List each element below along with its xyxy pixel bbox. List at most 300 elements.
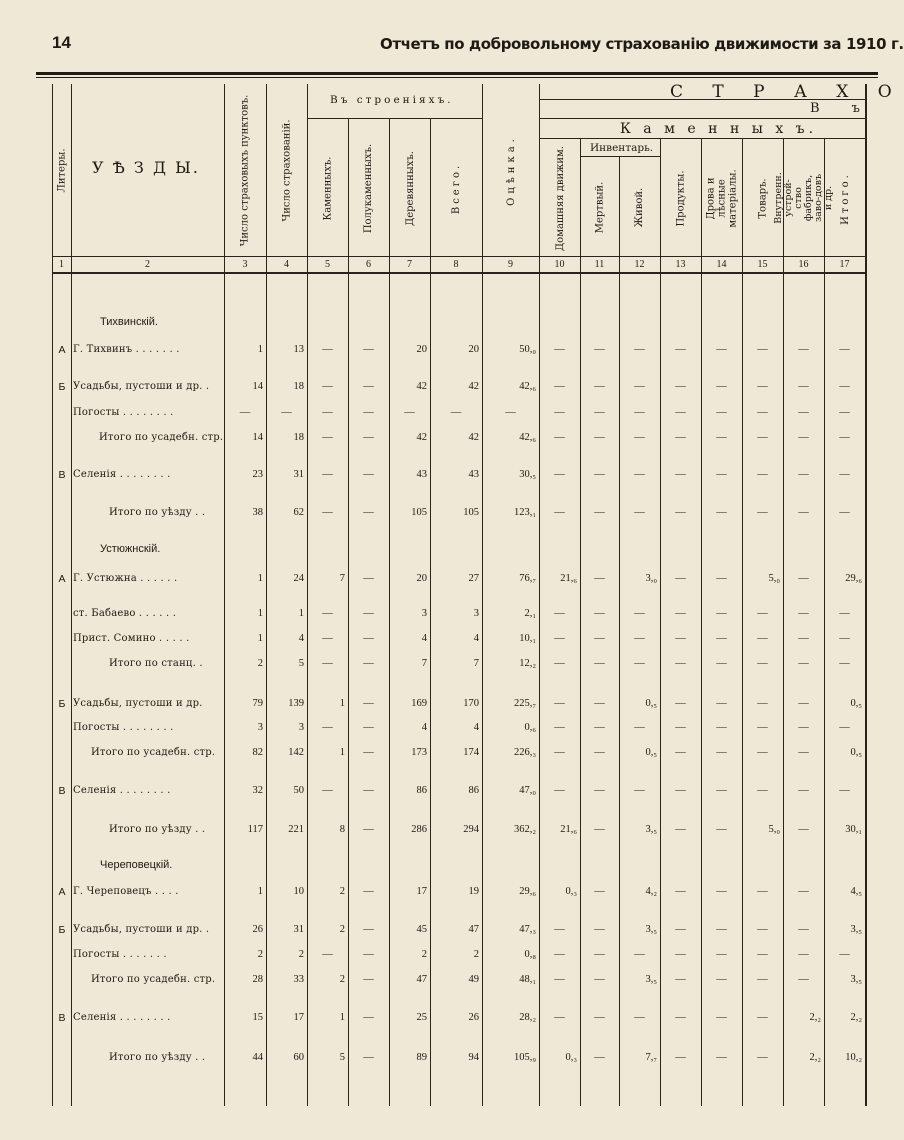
table-cell: — <box>363 924 374 935</box>
table-cell: — <box>757 747 768 758</box>
table-cell: — <box>798 722 809 733</box>
header-v-stroeniyakh: Въ строеніяхъ. <box>330 94 454 106</box>
table-cell: — <box>716 824 727 835</box>
table-cell: 15 <box>252 1012 263 1023</box>
column-number: 8 <box>453 259 459 270</box>
table-cell: 47,₀ <box>519 785 536 796</box>
table-cell: — <box>594 432 605 443</box>
row-label: Итого по усадебн. стр. <box>99 432 224 443</box>
table-cell: 4 <box>421 633 427 644</box>
table-cell: — <box>239 407 251 418</box>
header-inventar: Инвентарь. <box>590 142 654 154</box>
running-title: Отчетъ по добровольному страхованію движимости за 1910 г. <box>380 35 904 53</box>
table-cell: — <box>757 974 768 985</box>
table-cell: — <box>363 469 374 480</box>
table-cell: — <box>594 658 605 669</box>
row-label: Итого по усадебн. стр. <box>91 974 216 985</box>
table-cell: — <box>554 722 565 733</box>
table-cell: 0,₅ <box>645 747 657 758</box>
table-cell: — <box>757 886 768 897</box>
table-cell: 47 <box>468 924 479 935</box>
table-cell: 1 <box>339 1012 345 1023</box>
table-cell: — <box>363 432 374 443</box>
table-cell: 2 <box>257 658 263 669</box>
table-cell: — <box>839 633 850 644</box>
table-cell: 42 <box>416 432 427 443</box>
section-title: Череповецкій. <box>100 859 173 871</box>
table-cell: — <box>716 1052 727 1063</box>
header-hline-inventar <box>580 156 660 157</box>
table-cell: — <box>675 785 686 796</box>
table-cell: 21,₆ <box>560 824 577 835</box>
row-label: Селенія . . . . . . . . <box>73 1012 171 1023</box>
row-litera: В <box>58 1012 66 1024</box>
table-cell: 29,₆ <box>519 886 536 897</box>
table-cell: — <box>363 785 374 796</box>
header-col3: Число страховыхъ пунктовъ. <box>239 94 251 246</box>
table-cell: 221 <box>288 824 304 835</box>
table-cell: — <box>594 344 605 355</box>
table-cell: 19 <box>468 886 479 897</box>
row-litera: А <box>58 344 66 356</box>
table-cell: — <box>798 886 809 897</box>
table-cell: — <box>757 658 768 669</box>
table-cell: 24 <box>293 573 304 584</box>
table-cell: — <box>281 407 292 418</box>
page-number: 14 <box>52 33 71 52</box>
table-cell: 2 <box>473 949 479 960</box>
table-cell: 7 <box>339 573 345 584</box>
table-cell: 43 <box>468 469 479 480</box>
table-cell: 2 <box>339 886 345 897</box>
table-cell: — <box>634 469 645 480</box>
table-cell: 4 <box>421 722 427 733</box>
table-cell: — <box>594 698 605 709</box>
table-cell: 3,₀ <box>645 573 657 584</box>
table-cell: 0,₅ <box>850 747 862 758</box>
table-cell: 10,₁ <box>519 633 536 644</box>
table-cell: 82 <box>252 747 263 758</box>
row-litera: Б <box>58 924 66 936</box>
table-cell: 14 <box>252 381 263 392</box>
header-col8: Всего. <box>451 162 462 214</box>
table-cell: — <box>675 824 686 835</box>
table-cell: 42,₆ <box>519 432 536 443</box>
table-cell: 7 <box>473 658 479 669</box>
table-cell: — <box>798 608 809 619</box>
table-cell: 3 <box>473 608 479 619</box>
table-cell: — <box>554 924 565 935</box>
table-cell: — <box>716 381 727 392</box>
table-cell: — <box>554 469 565 480</box>
table-cell: — <box>757 1012 768 1023</box>
table-cell: — <box>322 785 333 796</box>
table-cell: — <box>675 886 686 897</box>
column-number: 6 <box>366 259 371 270</box>
table-cell: — <box>634 785 645 796</box>
table-cell: — <box>594 949 605 960</box>
table-cell: — <box>798 824 809 835</box>
row-label: Селенія . . . . . . . . <box>73 469 171 480</box>
table-cell: — <box>554 785 565 796</box>
table-cell: — <box>798 344 809 355</box>
table-cell: 42,₆ <box>519 381 536 392</box>
table-cell: 20 <box>416 344 427 355</box>
table-cell: 0,₃ <box>565 886 577 897</box>
grid-vline <box>619 156 620 1106</box>
row-litera: А <box>58 886 66 898</box>
table-cell: 0,₅ <box>645 698 657 709</box>
table-cell: — <box>554 747 565 758</box>
table-cell: — <box>363 886 374 897</box>
table-cell: — <box>839 507 850 518</box>
table-cell: — <box>450 407 462 418</box>
table-cell: 1 <box>339 698 345 709</box>
header-col14: Дрова и лѣсные матеріалы. <box>705 168 739 228</box>
table-cell: — <box>716 344 727 355</box>
table-cell: 3,₅ <box>850 974 862 985</box>
table-cell: 50 <box>293 785 304 796</box>
table-cell: 2 <box>421 949 427 960</box>
table-cell: 169 <box>411 698 427 709</box>
table-cell: 0,₈ <box>524 949 536 960</box>
table-cell: — <box>594 407 605 418</box>
grid-vline <box>701 138 702 1106</box>
table-cell: — <box>363 507 374 518</box>
header-rule-thick <box>36 72 878 75</box>
header-col16: Внутренн. устрой-ство фабрикъ, заво-довъ и др. <box>773 172 835 224</box>
table-cell: 2,₂ <box>809 1012 821 1023</box>
table-cell: 5,₀ <box>768 573 780 584</box>
table-cell: — <box>798 949 809 960</box>
table-cell: 30,₁ <box>845 824 862 835</box>
table-cell: 28 <box>252 974 263 985</box>
table-cell: 1 <box>257 344 263 355</box>
table-cell: — <box>675 381 686 392</box>
table-cell: — <box>594 886 605 897</box>
table-cell: — <box>716 747 727 758</box>
table-cell: — <box>363 722 374 733</box>
table-cell: — <box>363 747 374 758</box>
table-cell: 0,₆ <box>524 722 536 733</box>
table-cell: — <box>594 573 605 584</box>
header-strakho: С Т Р А Х О <box>670 82 904 102</box>
table-cell: — <box>322 633 333 644</box>
table-cell: — <box>634 722 645 733</box>
table-cell: — <box>757 432 768 443</box>
table-cell: — <box>554 381 565 392</box>
table-cell: 3,₅ <box>645 974 657 985</box>
table-cell: — <box>554 344 565 355</box>
table-cell: — <box>675 974 686 985</box>
table-cell: — <box>757 507 768 518</box>
table-cell: — <box>594 633 605 644</box>
table-cell: — <box>675 949 686 960</box>
table-cell: — <box>322 407 333 418</box>
table-cell: 1 <box>298 608 304 619</box>
table-cell: 86 <box>416 785 427 796</box>
grid-vline <box>783 138 784 1106</box>
table-cell: — <box>634 633 645 644</box>
table-cell: 1 <box>339 747 345 758</box>
grid-vline <box>71 84 72 1106</box>
table-cell: — <box>634 658 645 669</box>
row-label: Усадьбы, пустоши и др. <box>73 698 203 709</box>
table-cell: — <box>757 608 768 619</box>
table-cell: — <box>798 469 809 480</box>
table-cell: 4 <box>298 633 304 644</box>
grid-vline <box>742 138 743 1106</box>
table-cell: — <box>675 722 686 733</box>
table-cell: — <box>757 633 768 644</box>
table-cell: 26 <box>468 1012 479 1023</box>
table-cell: 0,₅ <box>850 698 862 709</box>
table-cell: — <box>675 608 686 619</box>
column-number: 15 <box>757 259 768 270</box>
table-cell: 50,₀ <box>519 344 536 355</box>
table-cell: — <box>716 407 727 418</box>
row-label: Итого по уѣзду . . <box>109 824 206 835</box>
table-cell: — <box>675 698 686 709</box>
row-label: Погосты . . . . . . . . <box>73 407 174 418</box>
table-cell: 3,₅ <box>645 824 657 835</box>
table-cell: — <box>554 658 565 669</box>
table-cell: 7,₇ <box>645 1052 657 1063</box>
table-cell: 3 <box>257 722 263 733</box>
table-cell: — <box>716 1012 727 1023</box>
table-cell: — <box>716 924 727 935</box>
table-cell: — <box>839 658 850 669</box>
table-cell: 23 <box>252 469 263 480</box>
header-col13: Продукты. <box>675 169 687 227</box>
table-cell: — <box>757 785 768 796</box>
table-cell: — <box>594 974 605 985</box>
table-cell: 1 <box>257 608 263 619</box>
table-cell: — <box>363 949 374 960</box>
row-litera: В <box>58 785 66 797</box>
table-cell: — <box>675 573 686 584</box>
table-cell: 226,₃ <box>513 747 536 758</box>
table-cell: — <box>634 344 645 355</box>
table-cell: — <box>675 924 686 935</box>
table-cell: — <box>363 974 374 985</box>
header-hline-v-stroeniyakh <box>308 118 482 119</box>
header-col6: Полукаменныхъ. <box>363 143 375 233</box>
table-cell: 4,₅ <box>850 886 862 897</box>
table-cell: 225,₇ <box>513 698 536 709</box>
table-cell: 2,₁ <box>524 608 536 619</box>
column-number: 5 <box>325 259 330 270</box>
table-cell: 45 <box>416 924 427 935</box>
table-cell: 4 <box>473 722 479 733</box>
table-cell: — <box>757 698 768 709</box>
row-litera: В <box>58 469 66 481</box>
table-cell: 2 <box>257 949 263 960</box>
grid-vline <box>866 84 867 1106</box>
table-cell: — <box>322 949 333 960</box>
table-cell: 174 <box>463 747 479 758</box>
table-cell: — <box>363 344 374 355</box>
table-cell: 3 <box>298 722 304 733</box>
table-cell: 5 <box>298 658 304 669</box>
row-litera: Б <box>58 381 66 393</box>
table-cell: 47,₃ <box>519 924 536 935</box>
row-label: Итого по усадебн. стр. <box>91 747 216 758</box>
table-cell: 3,₅ <box>850 924 862 935</box>
table-cell: — <box>798 747 809 758</box>
table-cell: 89 <box>416 1052 427 1063</box>
table-cell: — <box>675 658 686 669</box>
grid-vline <box>824 138 825 1106</box>
table-cell: 2,₂ <box>850 1012 862 1023</box>
table-cell: — <box>363 1012 374 1023</box>
table-cell: 12,₂ <box>519 658 536 669</box>
table-cell: 62 <box>293 507 304 518</box>
table-cell: 18 <box>293 432 304 443</box>
grid-vline <box>660 138 661 1106</box>
table-cell: 1 <box>257 573 263 584</box>
table-cell: — <box>363 608 374 619</box>
table-cell: 7 <box>421 658 427 669</box>
table-cell: — <box>757 949 768 960</box>
table-cell: — <box>554 1012 565 1023</box>
table-cell: — <box>839 469 850 480</box>
table-cell: — <box>363 573 374 584</box>
table-cell: — <box>839 432 850 443</box>
table-cell: — <box>798 432 809 443</box>
table-cell: 28,₂ <box>519 1012 536 1023</box>
table-cell: — <box>675 507 686 518</box>
header-hline-bottom <box>52 256 866 257</box>
table-cell: — <box>798 974 809 985</box>
table-cell: 49 <box>468 974 479 985</box>
table-cell: — <box>757 924 768 935</box>
table-cell: 5 <box>339 1052 345 1063</box>
table-cell: — <box>505 407 516 418</box>
table-cell: — <box>716 608 727 619</box>
table-cell: — <box>363 1052 374 1063</box>
table-cell: — <box>716 573 727 584</box>
table-cell: — <box>634 608 645 619</box>
table-cell: — <box>839 344 850 355</box>
table-cell: — <box>798 381 809 392</box>
table-cell: — <box>716 633 727 644</box>
table-cell: 44 <box>252 1052 263 1063</box>
table-cell: 10 <box>293 886 304 897</box>
table-cell: 117 <box>247 824 263 835</box>
table-cell: — <box>675 1012 686 1023</box>
table-cell: — <box>716 974 727 985</box>
table-cell: 76,₇ <box>519 573 536 584</box>
grid-vline <box>580 138 581 1106</box>
table-cell: 3 <box>421 608 427 619</box>
table-cell: 33 <box>293 974 304 985</box>
table-cell: — <box>757 1052 768 1063</box>
table-cell: 31 <box>293 924 304 935</box>
table-cell: 2 <box>298 949 304 960</box>
table-cell: 32 <box>252 785 263 796</box>
column-number: 12 <box>634 259 645 270</box>
header-col11: Мертвый. <box>594 181 606 233</box>
header-col15: Товаръ. <box>757 177 769 219</box>
table-cell: 4,₂ <box>645 886 657 897</box>
table-cell: 31 <box>293 469 304 480</box>
table-cell: — <box>363 698 374 709</box>
column-number: 3 <box>242 259 248 270</box>
table-cell: — <box>554 633 565 644</box>
table-cell: — <box>594 824 605 835</box>
table-cell: — <box>798 507 809 518</box>
table-cell: — <box>839 381 850 392</box>
table-cell: — <box>634 949 645 960</box>
table-cell: — <box>594 747 605 758</box>
header-col9: Оцѣнка. <box>505 134 517 206</box>
row-label: Погосты . . . . . . . . <box>73 722 174 733</box>
colnum-hline-bottom <box>52 272 866 274</box>
table-cell: — <box>554 698 565 709</box>
table-cell: — <box>716 658 727 669</box>
table-cell: — <box>322 381 333 392</box>
table-cell: — <box>363 633 374 644</box>
table-cell: 42 <box>468 381 479 392</box>
table-cell: — <box>322 722 333 733</box>
table-cell: — <box>594 722 605 733</box>
table-cell: 105 <box>411 507 427 518</box>
table-cell: 3,₅ <box>645 924 657 935</box>
table-cell: 286 <box>411 824 427 835</box>
table-cell: — <box>675 1052 686 1063</box>
table-cell: 21,₆ <box>560 573 577 584</box>
table-cell: — <box>839 722 850 733</box>
table-cell: 2 <box>339 974 345 985</box>
table-cell: — <box>322 469 333 480</box>
table-cell: — <box>554 608 565 619</box>
row-label: Усадьбы, пустоши и др. . <box>73 924 210 935</box>
header-col5: Каменныхъ. <box>322 156 334 220</box>
column-number: 7 <box>407 259 412 270</box>
table-cell: 139 <box>288 698 304 709</box>
table-cell: — <box>798 573 809 584</box>
table-cell: — <box>594 469 605 480</box>
table-cell: 20 <box>468 344 479 355</box>
header-col12: Живой. <box>634 187 646 227</box>
table-cell: 1 <box>257 886 263 897</box>
column-number: 16 <box>798 259 809 270</box>
table-cell: — <box>716 886 727 897</box>
row-label: Г. Устюжна . . . . . . <box>73 573 178 584</box>
row-label: Селенія . . . . . . . . <box>73 785 171 796</box>
table-cell: 14 <box>252 432 263 443</box>
row-label: Г. Череповецъ . . . . <box>73 886 179 897</box>
table-cell: — <box>322 608 333 619</box>
table-cell: 25 <box>416 1012 427 1023</box>
table-cell: 123,₁ <box>513 507 536 518</box>
row-label: Усадьбы, пустоши и др. . <box>73 381 210 392</box>
table-cell: 38 <box>252 507 263 518</box>
row-label: Итого по уѣзду . . <box>109 1052 206 1063</box>
header-col10: Домашняя движим. <box>554 145 566 251</box>
table-cell: — <box>675 344 686 355</box>
table-cell: 105,₉ <box>513 1052 536 1063</box>
table-cell: 17 <box>416 886 427 897</box>
table-cell: 26 <box>252 924 263 935</box>
table-cell: 1 <box>257 633 263 644</box>
table-cell: — <box>363 407 374 418</box>
table-cell: — <box>322 344 333 355</box>
table-cell: — <box>634 432 645 443</box>
table-cell: 5,₀ <box>768 824 780 835</box>
table-cell: — <box>363 824 374 835</box>
